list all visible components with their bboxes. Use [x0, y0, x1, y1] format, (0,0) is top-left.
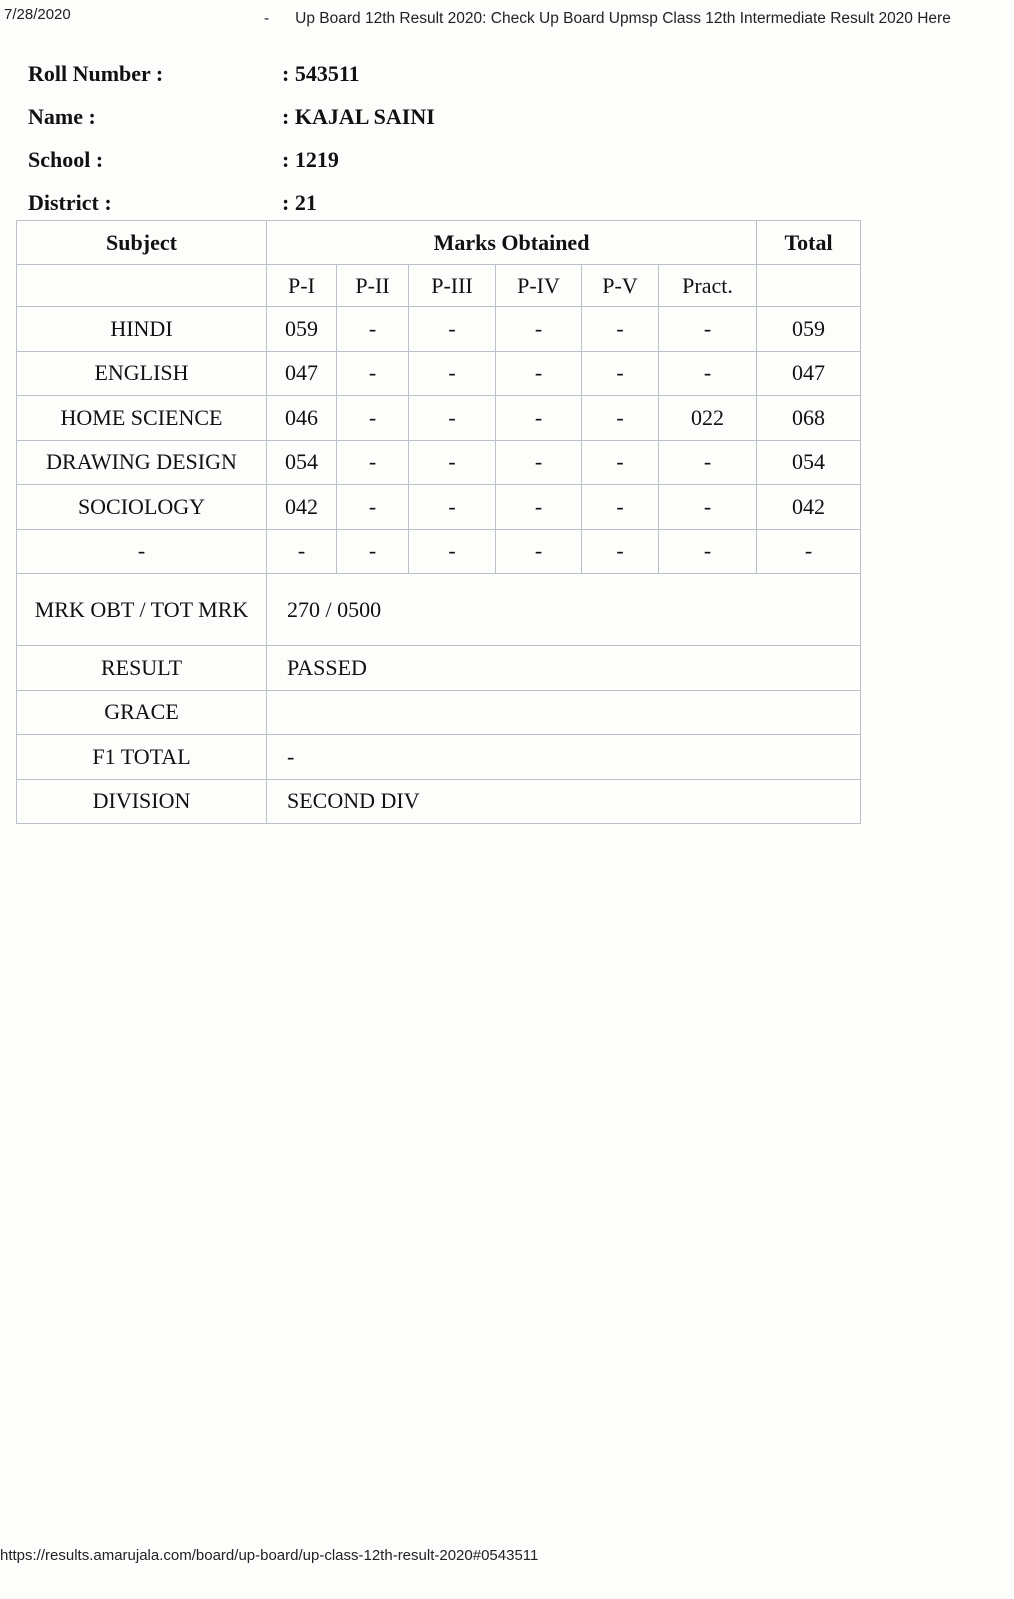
district-value: : 21	[282, 189, 317, 215]
paper-3-cell: -	[409, 307, 496, 352]
paper-4-cell: -	[496, 529, 582, 574]
paper-2-cell: -	[337, 440, 409, 485]
paper-1-cell: 047	[267, 351, 337, 396]
paper-5-cell: -	[582, 351, 659, 396]
table-row	[17, 307, 861, 352]
division-value: SECOND DIV	[267, 779, 861, 824]
name-value: : KAJAL SAINI	[282, 103, 435, 129]
practical-cell: 022	[659, 396, 757, 441]
paper-3-cell: -	[409, 396, 496, 441]
total-subheader-blank	[757, 265, 861, 307]
table-row	[17, 485, 861, 530]
paper-4-cell: -	[496, 351, 582, 396]
marks-summary-row	[17, 574, 861, 646]
subject-cell: HOME SCIENCE	[17, 396, 267, 441]
f1-total-row	[17, 735, 861, 780]
paper-4-cell: -	[496, 440, 582, 485]
result-row	[17, 646, 861, 691]
table-subheader-row	[17, 265, 861, 307]
paper-4-header: P-IV	[496, 265, 582, 307]
paper-2-cell: -	[337, 351, 409, 396]
f1-total-value: -	[267, 735, 861, 780]
table-header-row	[17, 221, 861, 265]
practical-cell: -	[659, 440, 757, 485]
total-cell: 042	[757, 485, 861, 530]
paper-1-cell: 042	[267, 485, 337, 530]
paper-3-cell: -	[409, 440, 496, 485]
paper-1-cell: 059	[267, 307, 337, 352]
total-cell: 059	[757, 307, 861, 352]
practical-cell: -	[659, 529, 757, 574]
print-date: 7/28/2020	[4, 6, 71, 23]
marks-obtained-header: Marks Obtained	[267, 221, 757, 265]
roll-number-label: Roll Number :	[28, 60, 164, 86]
paper-5-cell: -	[582, 440, 659, 485]
grace-row	[17, 690, 861, 735]
footer-url: https://results.amarujala.com/board/up-board/up-class-12th-result-2020#0543511	[0, 1547, 539, 1564]
table-row	[17, 440, 861, 485]
student-info	[28, 52, 628, 224]
paper-1-cell: 054	[267, 440, 337, 485]
total-cell: -	[757, 529, 861, 574]
paper-4-cell: -	[496, 307, 582, 352]
result-value: PASSED	[267, 646, 861, 691]
district-label: District :	[28, 189, 112, 215]
subheader-blank	[17, 265, 267, 307]
paper-5-header: P-V	[582, 265, 659, 307]
name-label: Name :	[28, 103, 96, 129]
marks-table	[16, 220, 861, 824]
page-title-text: Up Board 12th Result 2020: Check Up Board Upmsp Class 12th Intermediate Result 2020 Here	[295, 10, 951, 27]
subject-cell: SOCIOLOGY	[17, 485, 267, 530]
paper-5-cell: -	[582, 396, 659, 441]
paper-3-cell: -	[409, 529, 496, 574]
subject-header: Subject	[17, 221, 267, 265]
table-row	[17, 529, 861, 574]
paper-5-cell: -	[582, 307, 659, 352]
title-separator: -	[264, 10, 270, 27]
practical-cell: -	[659, 351, 757, 396]
result-label: RESULT	[17, 646, 267, 691]
roll-number-row	[28, 52, 628, 95]
paper-2-cell: -	[337, 485, 409, 530]
paper-1-header: P-I	[267, 265, 337, 307]
total-cell: 047	[757, 351, 861, 396]
practical-cell: -	[659, 307, 757, 352]
paper-2-cell: -	[337, 307, 409, 352]
district-row	[28, 181, 628, 224]
paper-1-cell: -	[267, 529, 337, 574]
division-row	[17, 779, 861, 824]
school-row	[28, 138, 628, 181]
paper-2-cell: -	[337, 529, 409, 574]
paper-2-cell: -	[337, 396, 409, 441]
paper-3-header: P-III	[409, 265, 496, 307]
subject-cell: DRAWING DESIGN	[17, 440, 267, 485]
school-label: School :	[28, 146, 104, 172]
table-row	[17, 396, 861, 441]
total-header: Total	[757, 221, 861, 265]
school-value: : 1219	[282, 146, 339, 172]
paper-3-cell: -	[409, 351, 496, 396]
total-cell: 054	[757, 440, 861, 485]
paper-2-header: P-II	[337, 265, 409, 307]
division-label: DIVISION	[17, 779, 267, 824]
table-row	[17, 351, 861, 396]
subject-cell: HINDI	[17, 307, 267, 352]
name-row	[28, 95, 628, 138]
paper-3-cell: -	[409, 485, 496, 530]
paper-4-cell: -	[496, 396, 582, 441]
marks-summary-label: MRK OBT / TOT MRK	[17, 574, 267, 646]
marks-summary-value: 270 / 0500	[267, 574, 861, 646]
grace-label: GRACE	[17, 690, 267, 735]
practical-cell: -	[659, 485, 757, 530]
f1-total-label: F1 TOTAL	[17, 735, 267, 780]
roll-number-value: : 543511	[282, 60, 360, 86]
practical-header: Pract.	[659, 265, 757, 307]
subject-cell: -	[17, 529, 267, 574]
subject-cell: ENGLISH	[17, 351, 267, 396]
paper-4-cell: -	[496, 485, 582, 530]
page-title	[264, 10, 951, 28]
paper-5-cell: -	[582, 485, 659, 530]
total-cell: 068	[757, 396, 861, 441]
grace-value	[267, 690, 861, 735]
paper-5-cell: -	[582, 529, 659, 574]
paper-1-cell: 046	[267, 396, 337, 441]
